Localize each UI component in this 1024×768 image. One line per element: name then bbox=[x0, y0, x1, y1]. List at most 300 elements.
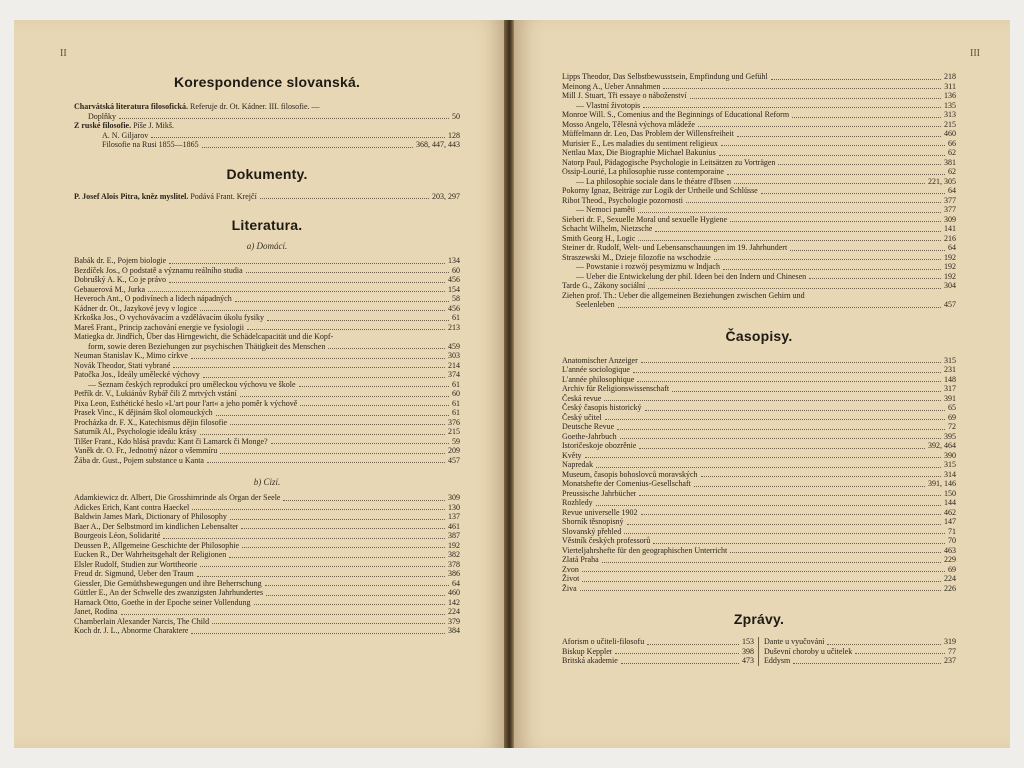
entry-pages: 215 bbox=[944, 119, 956, 129]
toc-entry bbox=[562, 72, 956, 82]
toc-entry bbox=[562, 186, 956, 196]
page-number: II bbox=[60, 48, 67, 59]
leader-dots bbox=[855, 653, 945, 654]
toc-entry bbox=[562, 375, 956, 385]
leader-dots bbox=[265, 585, 449, 586]
toc-entry bbox=[562, 234, 956, 244]
toc-entry bbox=[562, 546, 956, 556]
leader-dots bbox=[620, 438, 941, 439]
toc-entry bbox=[562, 527, 956, 537]
entry-title: Ziehen prof. Th.: Ueber die allgemeinen Beziehungen zwischen Gehirn und bbox=[562, 290, 805, 300]
leader-dots bbox=[641, 514, 941, 515]
leader-dots bbox=[229, 557, 445, 558]
entry-pages: 391, 146 bbox=[928, 479, 956, 488]
right-page bbox=[514, 20, 1010, 748]
leader-dots bbox=[200, 310, 445, 311]
entry-title: Kádner dr. Ot., Jazykové jevy v logice bbox=[74, 303, 197, 313]
toc-entry bbox=[74, 437, 460, 447]
leader-dots bbox=[792, 117, 941, 118]
entry-title: Elsler Rudolf, Studien zur Worttheorie bbox=[74, 559, 198, 569]
leader-dots bbox=[300, 405, 449, 406]
toc-entry bbox=[74, 541, 460, 551]
entry-pages: 192 bbox=[944, 252, 956, 262]
toc-entry bbox=[562, 470, 956, 480]
entry-pages: 136 bbox=[944, 91, 956, 100]
entry-title: Petřík dr. V., Lukiánův Rybář čili Z mrtvých vstání bbox=[74, 389, 237, 398]
leader-dots bbox=[701, 476, 941, 477]
left-page-content bbox=[74, 74, 460, 636]
entry-title: Slovanský přehled bbox=[562, 526, 622, 536]
leader-dots bbox=[615, 653, 739, 654]
entry-title: Eddysm bbox=[764, 656, 791, 665]
leader-dots bbox=[637, 381, 941, 382]
leader-dots bbox=[582, 581, 941, 582]
entry-title: Živa bbox=[562, 583, 577, 593]
entry-pages: 61 bbox=[452, 408, 460, 417]
entry-pages: 218 bbox=[944, 72, 956, 81]
toc-entry bbox=[74, 560, 460, 570]
entry-title: Ossip-Lourié, La philosophie russe contemporaine bbox=[562, 167, 724, 176]
toc-entry bbox=[562, 224, 956, 234]
toc-entry bbox=[562, 517, 956, 527]
entry-pages: 192 bbox=[944, 262, 956, 271]
entry-pages: 144 bbox=[944, 498, 956, 507]
entry-pages: 462 bbox=[944, 507, 956, 517]
entry-pages: 391 bbox=[944, 393, 956, 403]
toc-entry bbox=[562, 110, 956, 120]
entry-title: Natorp Paul, Pädagogische Psychologie in Leitsätzen zu Vorträgen bbox=[562, 157, 776, 167]
page-number: III bbox=[970, 48, 980, 59]
entry-title: Biskup Keppler bbox=[562, 646, 613, 656]
entry-title: Český časopis historický bbox=[562, 403, 642, 412]
entry-pages: 192 bbox=[448, 540, 460, 550]
entry-pages: 148 bbox=[944, 374, 956, 384]
zpravy-columns bbox=[562, 637, 956, 666]
leader-dots bbox=[271, 443, 449, 444]
toc-entry bbox=[764, 656, 956, 666]
entry-pages: 66 bbox=[948, 138, 956, 148]
leader-dots bbox=[645, 410, 945, 411]
toc-entry bbox=[74, 313, 460, 323]
toc-entry bbox=[562, 129, 956, 139]
entry-pages: 457 bbox=[944, 300, 956, 309]
entry-title: Smith Georg H., Logic bbox=[562, 233, 636, 243]
toc-entry bbox=[562, 205, 956, 215]
entry-pages: 135 bbox=[944, 100, 956, 110]
toc-entry bbox=[74, 192, 460, 202]
entry-pages: 130 bbox=[448, 502, 460, 512]
entry-pages: 374 bbox=[448, 370, 460, 379]
toc-entry bbox=[74, 304, 460, 314]
toc-entry bbox=[562, 384, 956, 394]
entry-title: Deussen P., Allgemeine Geschichte der Philosophie bbox=[74, 540, 240, 550]
leader-dots bbox=[827, 644, 941, 645]
leader-dots bbox=[730, 221, 941, 222]
entry-pages: 382 bbox=[448, 550, 460, 559]
entry-pages: 58 bbox=[452, 294, 460, 303]
toc-entry bbox=[74, 102, 460, 112]
entry-pages: 214 bbox=[448, 360, 460, 370]
toc-entry bbox=[562, 413, 956, 423]
toc-entry bbox=[562, 441, 956, 451]
toc-entry bbox=[764, 637, 956, 647]
toc-entry bbox=[562, 637, 754, 647]
toc-entry bbox=[562, 253, 956, 263]
leader-dots bbox=[241, 528, 445, 529]
section-heading-casopisy: Časopisy. bbox=[725, 327, 793, 344]
entry-title: Heveroch Ant., O podivínech a lidech nápadných bbox=[74, 294, 232, 303]
entry-pages: 154 bbox=[448, 284, 460, 294]
entry-title: Novák Theodor, Stati vybrané bbox=[74, 360, 171, 370]
entry-pages: 378 bbox=[448, 559, 460, 569]
toc-entry bbox=[74, 522, 460, 532]
leader-dots bbox=[235, 301, 449, 302]
entry-pages: 59 bbox=[452, 436, 460, 446]
entry-title: — Seznam českých reprodukcí pro uměleckou výchovu ve škole bbox=[88, 379, 296, 389]
entry-pages: 368, 447, 443 bbox=[416, 140, 460, 149]
entry-title: Dobrušký A. K., Co je právo bbox=[74, 275, 166, 284]
entry-title: Gebauerová M., Jurka bbox=[74, 284, 146, 294]
toc-entry bbox=[562, 565, 956, 575]
entry-pages: 304 bbox=[944, 281, 956, 290]
leader-dots bbox=[202, 147, 413, 148]
entry-lead: P. Josef Alois Pitra, kněz myslitel. bbox=[74, 191, 189, 201]
toc-entry bbox=[562, 574, 956, 584]
toc-entry bbox=[74, 503, 460, 513]
leader-dots bbox=[602, 562, 941, 563]
entry-pages: 303 bbox=[448, 351, 460, 360]
section-heading-korespondence: Korespondence slovanská. bbox=[173, 74, 361, 90]
entry-pages: 231 bbox=[944, 365, 956, 374]
entry-pages: 226 bbox=[944, 583, 956, 593]
entry-title: — Ueber die Entwickelung der phil. Ideen bei den Indern und Chinesen bbox=[576, 271, 807, 281]
toc-entry bbox=[562, 432, 956, 442]
right-page-content bbox=[562, 72, 956, 666]
entry-title: Eucken R., Der Wahrheitsgehalt der Religionen bbox=[74, 550, 227, 559]
toc-entry bbox=[74, 121, 460, 131]
entry-pages: 386 bbox=[448, 569, 460, 578]
entry-pages: 395 bbox=[944, 431, 956, 441]
leader-dots bbox=[216, 415, 449, 416]
section-heading-dokumenty: Dokumenty. bbox=[226, 165, 308, 182]
toc-entry bbox=[562, 148, 956, 158]
toc-entry bbox=[74, 493, 460, 503]
entry-title: Steiner dr. Rudolf, Welt- und Lebensanschauungen im 19. Jahrhundert bbox=[562, 243, 788, 252]
entry-pages: 64 bbox=[948, 243, 956, 252]
entry-title: Ribot Theod., Psychologie pozornosti bbox=[562, 195, 683, 205]
leader-dots bbox=[638, 212, 941, 213]
toc-entry bbox=[562, 489, 956, 499]
entry-title: Sieberi dr. F., Sexuelle Moral und sexuelle Hygiene bbox=[562, 214, 728, 224]
entry-title: L'année philosophique bbox=[562, 374, 635, 384]
entry-rest: Píše J. Mikš. bbox=[131, 121, 175, 130]
entry-title: Koch dr. J. L., Abnorme Charaktere bbox=[74, 626, 189, 635]
leader-dots bbox=[582, 571, 945, 572]
toc-entry bbox=[562, 394, 956, 404]
leader-dots bbox=[727, 174, 945, 175]
toc-entry bbox=[74, 275, 460, 285]
leader-dots bbox=[207, 462, 445, 463]
leader-dots bbox=[163, 538, 445, 539]
toc-entry bbox=[74, 131, 460, 141]
toc-entry bbox=[74, 617, 460, 627]
subheading-cizi: b) Cizí. bbox=[253, 477, 281, 487]
toc-entry bbox=[562, 91, 956, 101]
leader-dots bbox=[169, 282, 445, 283]
leader-dots bbox=[621, 663, 739, 664]
entry-title: Matiegka dr. Jindřich, Über das Hirngewicht, die Schädelcapacität und die Kopf- bbox=[74, 332, 334, 341]
entry-pages: 62 bbox=[948, 167, 956, 176]
leader-dots bbox=[647, 644, 739, 645]
entry-pages: 398 bbox=[742, 646, 754, 656]
entry-pages: 192 bbox=[944, 271, 956, 281]
entry-pages: 311 bbox=[944, 81, 956, 91]
leader-dots bbox=[686, 202, 941, 203]
toc-entry bbox=[74, 256, 460, 266]
entry-title: Dante u vyučování bbox=[764, 637, 825, 646]
leader-dots bbox=[605, 419, 945, 420]
leader-dots bbox=[734, 183, 925, 184]
toc-entry bbox=[74, 531, 460, 541]
entry-title: Murisier E., Les maladies du sentiment religieux bbox=[562, 138, 718, 148]
entry-pages: 381 bbox=[944, 157, 956, 167]
entry-title: Tarde G., Zákony sociální bbox=[562, 281, 646, 290]
entry-title: Goethe-Jahrbuch bbox=[562, 431, 617, 441]
leader-dots bbox=[191, 358, 445, 359]
leader-dots bbox=[627, 524, 941, 525]
subheading-domaci: a) Domácí. bbox=[246, 241, 288, 251]
leader-dots bbox=[737, 136, 941, 137]
section-heading-literatura: Literatura. bbox=[231, 217, 303, 233]
entry-pages: 69 bbox=[948, 564, 956, 574]
entry-title: Archiv für Religionswissenschaft bbox=[562, 384, 670, 393]
toc-entry bbox=[74, 370, 460, 380]
entry-pages: 309 bbox=[944, 214, 956, 224]
leader-dots bbox=[596, 505, 941, 506]
entry-title: Zlatá Praha bbox=[562, 555, 599, 564]
leader-dots bbox=[260, 198, 429, 199]
leader-dots bbox=[790, 250, 945, 251]
entry-pages: 229 bbox=[944, 555, 956, 564]
entry-pages: 319 bbox=[944, 637, 956, 646]
entry-pages: 142 bbox=[448, 597, 460, 607]
entry-pages: 315 bbox=[944, 355, 956, 365]
toc-entry bbox=[74, 112, 460, 122]
toc-entry bbox=[562, 422, 956, 432]
leader-dots bbox=[643, 107, 941, 108]
toc-entry bbox=[562, 555, 956, 565]
leader-dots bbox=[197, 576, 445, 577]
entry-pages: 216 bbox=[944, 233, 956, 243]
entry-title: A. N. Giljarov bbox=[102, 130, 149, 140]
toc-entry bbox=[562, 508, 956, 518]
toc-entry bbox=[562, 451, 956, 461]
leader-dots bbox=[639, 495, 941, 496]
entry-title: Baldwin James Mark, Dictionary of Philosophy bbox=[74, 512, 227, 521]
entry-title: Procházka dr. F. X., Katechismus dějin filosofie bbox=[74, 417, 228, 427]
entry-title: Napredak bbox=[562, 460, 594, 469]
entry-title: Meinong A., Ueber Annahmen bbox=[562, 81, 661, 91]
toc-entry bbox=[74, 294, 460, 304]
entry-title: Prasek Vinc., K dějinám škol olomouckých bbox=[74, 408, 213, 417]
leader-dots bbox=[809, 278, 941, 279]
leader-dots bbox=[648, 288, 941, 289]
entry-title: L'année sociologique bbox=[562, 365, 630, 374]
leader-dots bbox=[730, 552, 941, 553]
toc-entry bbox=[562, 498, 956, 508]
entry-title: Saturník Al., Psychologie ideálu krásy bbox=[74, 427, 197, 436]
entry-pages: 460 bbox=[944, 129, 956, 138]
entry-title: Janet, Rodina bbox=[74, 607, 118, 616]
entry-title: Straszewski M., Dzieje filozofie na wschodzie bbox=[562, 252, 711, 262]
entry-pages: 141 bbox=[944, 224, 956, 233]
entry-title: Mareš Frant., Princip zachování energie ve fysiologii bbox=[74, 322, 245, 332]
toc-entry bbox=[74, 607, 460, 617]
entry-title: Giessler, Die Gemüthsbewegungen und ihre Beherrschung bbox=[74, 578, 262, 588]
entry-pages: 50 bbox=[452, 111, 460, 121]
entry-title: Babák dr. E., Pojem biologie bbox=[74, 256, 167, 265]
leader-dots bbox=[200, 566, 445, 567]
leader-dots bbox=[793, 663, 941, 664]
entry-pages: 461 bbox=[448, 521, 460, 531]
toc-entry bbox=[562, 460, 956, 470]
entry-pages: 457 bbox=[448, 455, 460, 465]
entry-pages: 392, 464 bbox=[928, 441, 956, 450]
leader-dots bbox=[230, 519, 445, 520]
leader-dots bbox=[663, 88, 941, 89]
entry-pages: 134 bbox=[448, 256, 460, 265]
entry-pages: 473 bbox=[742, 656, 754, 665]
toc-entry bbox=[562, 536, 956, 546]
entry-title: Mill J. Stuart, Tři essaye o náboženství bbox=[562, 91, 687, 100]
entry-pages: 215 bbox=[448, 427, 460, 436]
entry-title: Rozhledy bbox=[562, 498, 593, 507]
entry-title: Seelenleben bbox=[576, 300, 615, 309]
leader-dots bbox=[200, 434, 445, 435]
leader-dots bbox=[639, 448, 925, 449]
entry-pages: 72 bbox=[948, 422, 956, 431]
toc-entry bbox=[74, 266, 460, 276]
entry-title: Krkoška Jos., O vychovávacím a vzdělávacím úkolu fysiky bbox=[74, 313, 264, 322]
toc-entry bbox=[74, 569, 460, 579]
entry-title: Anatomischer Anzeiger bbox=[562, 355, 638, 365]
toc-entry bbox=[74, 332, 460, 342]
entry-title: Květy bbox=[562, 450, 582, 460]
leader-dots bbox=[254, 604, 445, 605]
entry-pages: 64 bbox=[948, 186, 956, 195]
entry-title: Deutsche Revue bbox=[562, 422, 615, 431]
toc-entry bbox=[562, 196, 956, 206]
toc-entry bbox=[74, 626, 460, 636]
entry-rest: Referuje dr. Ot. Kádner. III. filosofie. — bbox=[188, 102, 320, 111]
leader-dots bbox=[203, 377, 445, 378]
leader-dots bbox=[714, 259, 941, 260]
toc-entry bbox=[74, 550, 460, 560]
leader-dots bbox=[247, 329, 445, 330]
toc-entry bbox=[562, 300, 956, 310]
toc-entry bbox=[74, 399, 460, 409]
entry-pages: 77 bbox=[948, 646, 956, 656]
entry-pages: 390 bbox=[944, 450, 956, 460]
entry-title: Pixa Leon, Esthétické heslo »L'art pour l'art« a jeho poměr k výchově bbox=[74, 398, 298, 408]
entry-title: Mosso Angelo, Tělesná výchova mládeže bbox=[562, 119, 695, 129]
leader-dots bbox=[618, 307, 941, 308]
entry-pages: 137 bbox=[448, 512, 460, 521]
leader-dots bbox=[624, 533, 945, 534]
entry-pages: 128 bbox=[448, 130, 460, 140]
toc-entry bbox=[562, 177, 956, 187]
entry-title: Vierteljahrshefte für den geographischen Unterricht bbox=[562, 545, 728, 555]
leader-dots bbox=[617, 429, 945, 430]
entry-title: Zvon bbox=[562, 564, 579, 574]
entry-pages: 147 bbox=[944, 517, 956, 526]
entry-pages: 460 bbox=[448, 588, 460, 597]
entry-rest: Podává Frant. Krejčí bbox=[188, 191, 257, 201]
entry-pages: 456 bbox=[448, 275, 460, 284]
entry-title: Adickes Erich, Kant contra Haeckel bbox=[74, 502, 190, 512]
leader-dots bbox=[653, 543, 945, 544]
entry-title: Český učitel bbox=[562, 412, 602, 422]
leader-dots bbox=[266, 595, 445, 596]
toc-entry bbox=[562, 82, 956, 92]
entry-pages: 61 bbox=[452, 379, 460, 389]
toc-entry bbox=[74, 418, 460, 428]
entry-title: Bezdíček Jos., O podstatě a významu reálního studia bbox=[74, 265, 243, 275]
entry-title: Duševní choroby u učitelek bbox=[764, 646, 853, 656]
entry-pages: 313 bbox=[944, 110, 956, 119]
leader-dots bbox=[719, 155, 945, 156]
toc-entry bbox=[562, 167, 956, 177]
toc-entry bbox=[74, 456, 460, 466]
entry-title: Monroe Will. S., Comenius and the Beginnings of Educational Reform bbox=[562, 110, 790, 119]
entry-title: Vaněk dr. O. Fr., Jednotný názor o všemmíru bbox=[74, 446, 218, 455]
entry-title: Doplňky bbox=[88, 111, 116, 121]
toc-entry bbox=[562, 139, 956, 149]
leader-dots bbox=[191, 633, 445, 634]
entry-title: Život bbox=[562, 574, 580, 583]
entry-pages: 384 bbox=[448, 626, 460, 635]
entry-pages: 224 bbox=[448, 607, 460, 616]
leader-dots bbox=[596, 467, 941, 468]
leader-dots bbox=[633, 372, 941, 373]
leader-dots bbox=[721, 145, 945, 146]
entry-pages: 61 bbox=[452, 313, 460, 322]
leader-dots bbox=[690, 98, 941, 99]
entry-title: Britská akademie bbox=[562, 656, 618, 665]
entry-pages: 224 bbox=[944, 574, 956, 583]
entry-title: Patočka Jos., Ideály umělecké výchovy bbox=[74, 370, 200, 379]
leader-dots bbox=[212, 623, 445, 624]
toc-entry bbox=[562, 291, 956, 301]
entry-pages: 60 bbox=[452, 265, 460, 275]
toc-entry bbox=[74, 342, 460, 352]
toc-entry bbox=[74, 427, 460, 437]
entry-pages: 71 bbox=[948, 526, 956, 536]
entry-title: Pokorny Ignaz, Beiträge zur Logik der Urtheile und Schlüsse bbox=[562, 186, 758, 195]
entry-lead: Charvátská literatura filosofická. bbox=[74, 102, 188, 111]
toc-entry bbox=[562, 479, 956, 489]
entry-pages: 309 bbox=[448, 493, 460, 502]
open-book bbox=[14, 20, 1010, 748]
entry-pages: 65 bbox=[948, 403, 956, 412]
entry-title: Museum, časopis bohoslovců moravských bbox=[562, 469, 698, 479]
leader-dots bbox=[778, 164, 941, 165]
toc-entry bbox=[562, 584, 956, 594]
toc-entry bbox=[562, 158, 956, 168]
entry-title: Adamkiewicz dr. Albert, Die Grosshirnrinde als Organ der Seele bbox=[74, 493, 281, 502]
entry-pages: 153 bbox=[742, 637, 754, 646]
entry-pages: 314 bbox=[944, 469, 956, 479]
